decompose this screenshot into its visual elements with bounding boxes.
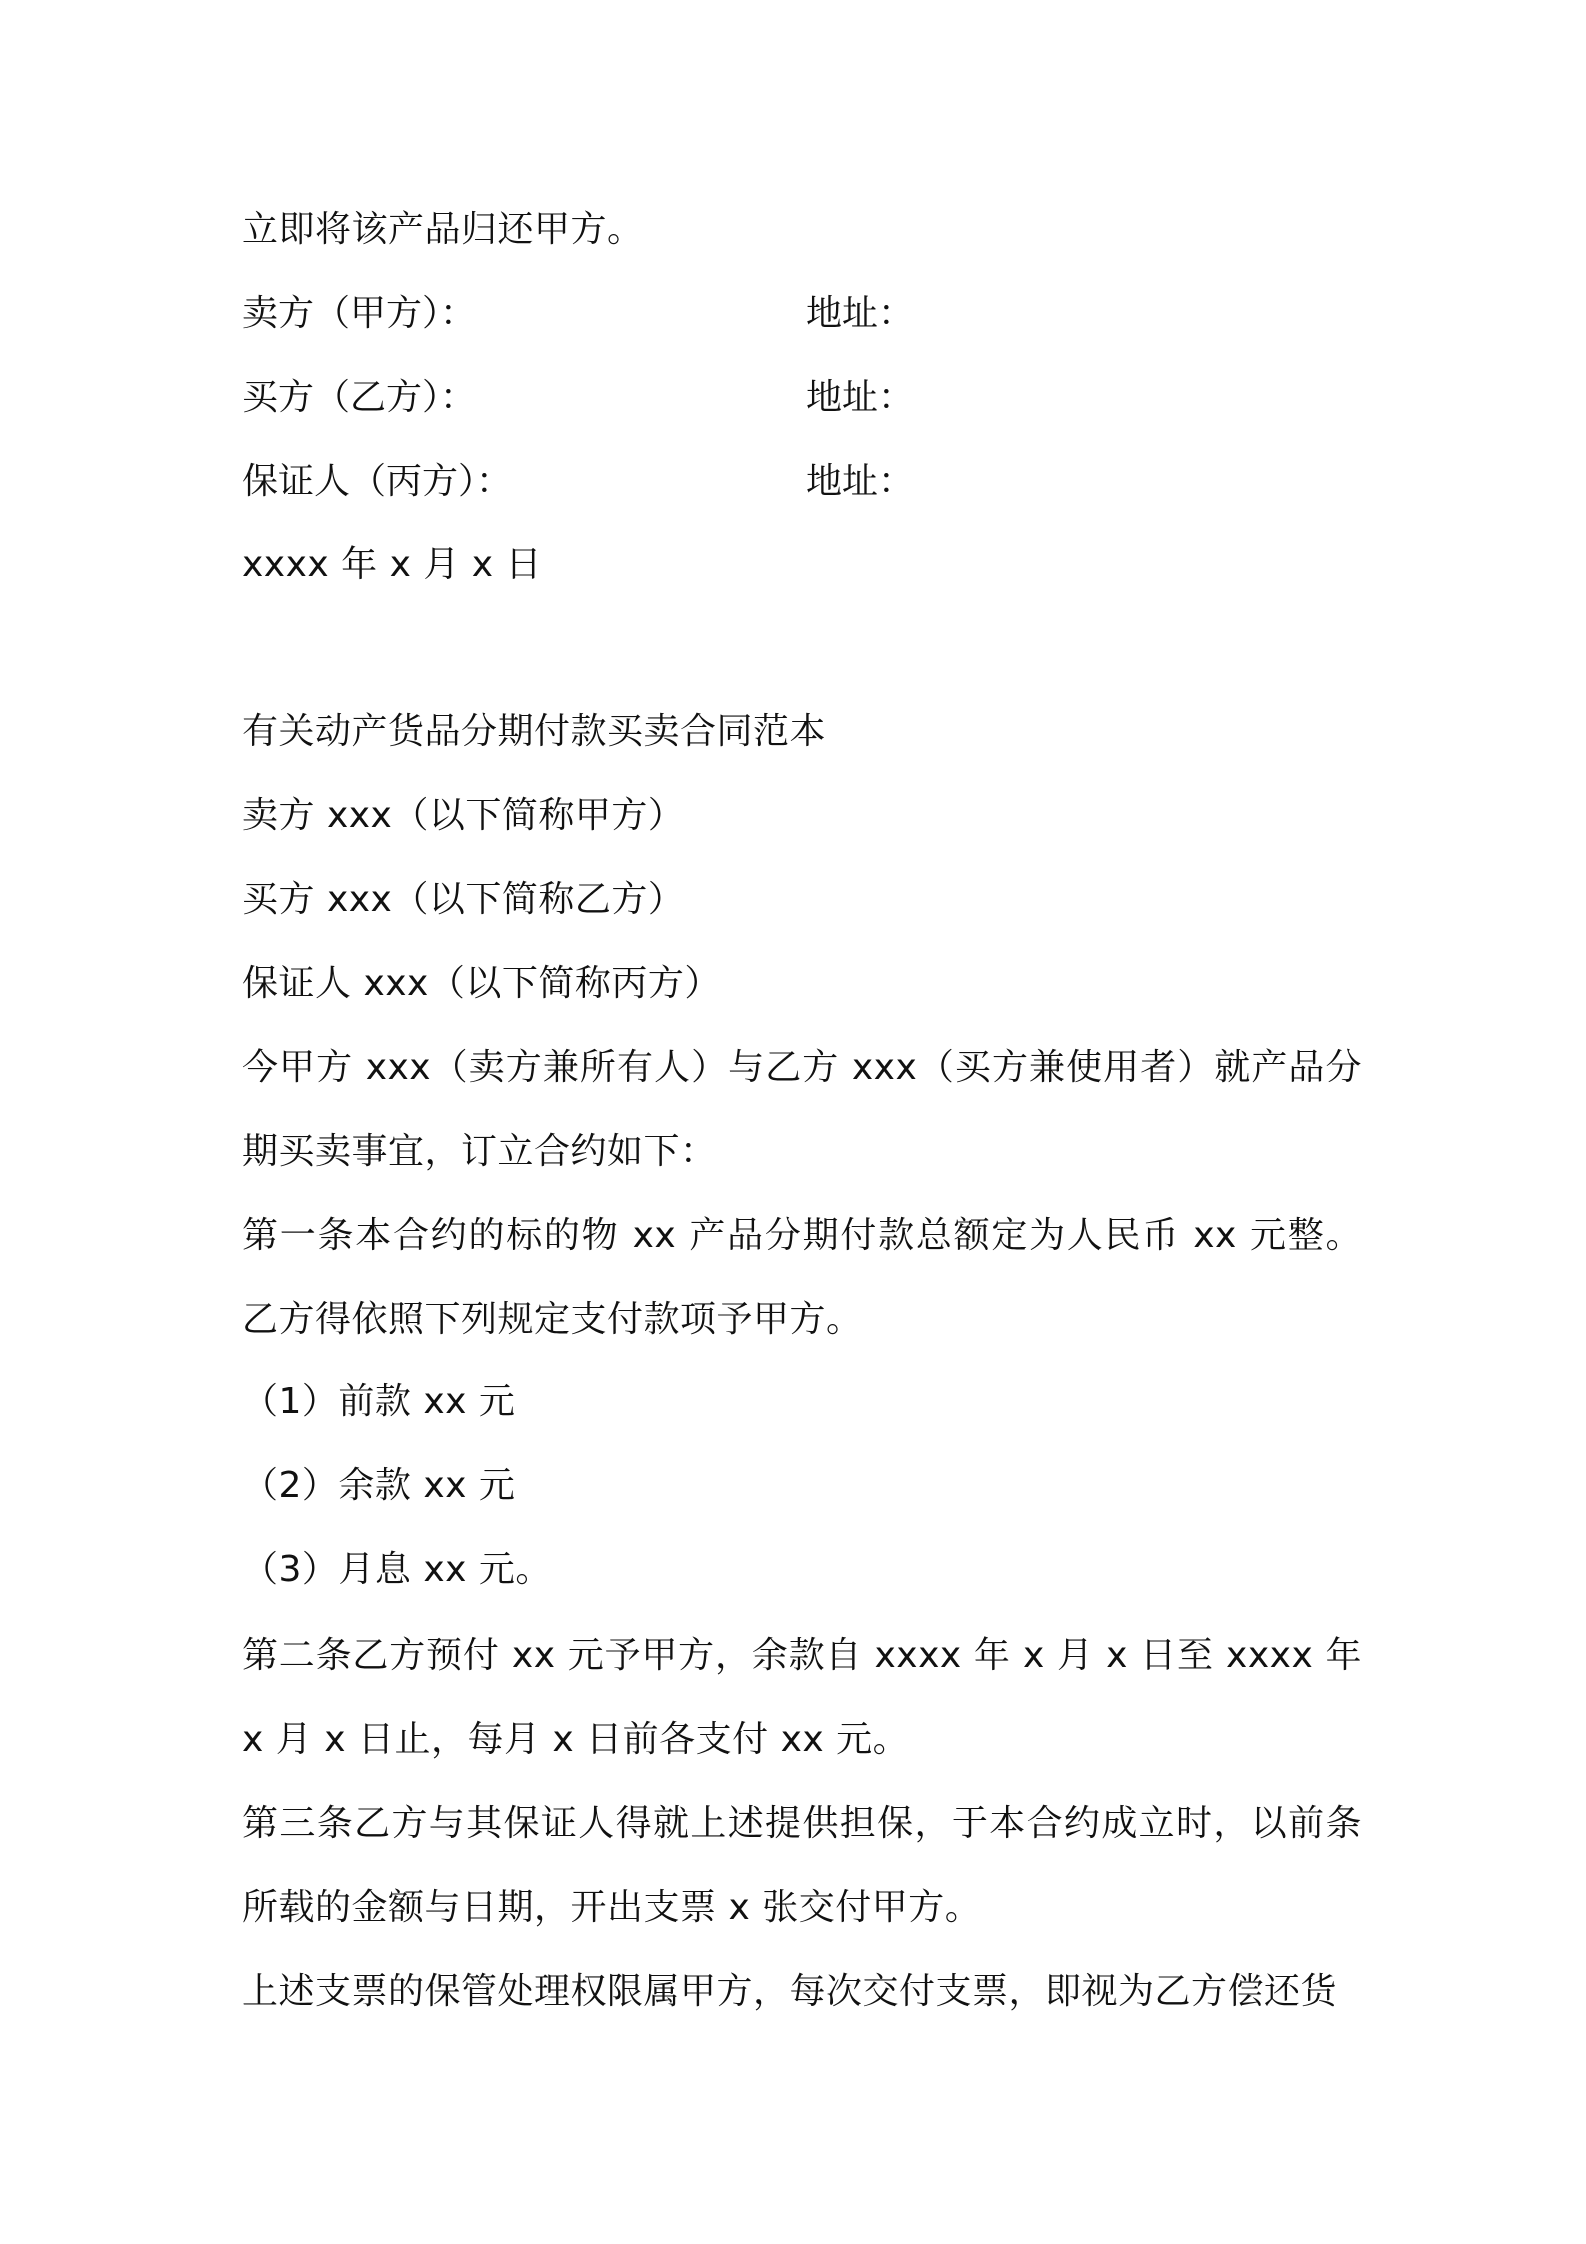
seller-signature-label: 卖方（甲方）： bbox=[242, 293, 477, 334]
preamble-paragraph: 今甲方 xxx（卖方兼所有人）与乙方 xxx（买方兼使用者）就产品分期买卖事宜，订立合约如下： bbox=[242, 1047, 1362, 1172]
list-item: （3）月息 xx 元。 bbox=[242, 1549, 552, 1590]
guarantor-address-label: 地址： bbox=[806, 461, 915, 502]
article-3-paragraph: 第三条乙方与其保证人得就上述提供担保，于本合约成立时，以前条所载的金额与日期，开出支票 x 张交付甲方。 bbox=[242, 1803, 1362, 1928]
party-guarantor: 保证人 xxx（以下简称丙方） bbox=[242, 963, 721, 1004]
article-2-paragraph: 第二条乙方预付 xx 元予甲方，余款自 xxxx 年 x 月 x 日至 xxxx 年 x 月 x 日止，每月 x 日前各支付 xx 元。 bbox=[242, 1635, 1362, 1760]
list-item: （1）前款 xx 元 bbox=[242, 1381, 516, 1422]
party-buyer: 买方 xxx（以下简称乙方） bbox=[242, 879, 685, 920]
seller-address-label: 地址： bbox=[806, 293, 915, 334]
contract-title: 有关动产货品分期付款买卖合同范本 bbox=[242, 711, 827, 752]
buyer-address-label: 地址： bbox=[806, 377, 915, 418]
list-item: （2）余款 xx 元 bbox=[242, 1465, 516, 1506]
buyer-signature-label: 买方（乙方）： bbox=[242, 377, 477, 418]
guarantor-signature-label: 保证人（丙方）： bbox=[242, 461, 513, 502]
article-1-paragraph: 第一条本合约的标的物 xx 产品分期付款总额定为人民币 xx 元整。乙方得依照下列规定支付款项予甲方。 bbox=[242, 1215, 1362, 1340]
signature-date: xxxx 年 x 月 x 日 bbox=[242, 544, 543, 585]
article-3-continuation: 上述支票的保管处理权限属甲方，每次交付支票，即视为乙方偿还货 bbox=[242, 1971, 1338, 2012]
intro-tail-text: 立即将该产品归还甲方。 bbox=[242, 209, 644, 250]
party-seller: 卖方 xxx（以下简称甲方） bbox=[242, 795, 685, 836]
